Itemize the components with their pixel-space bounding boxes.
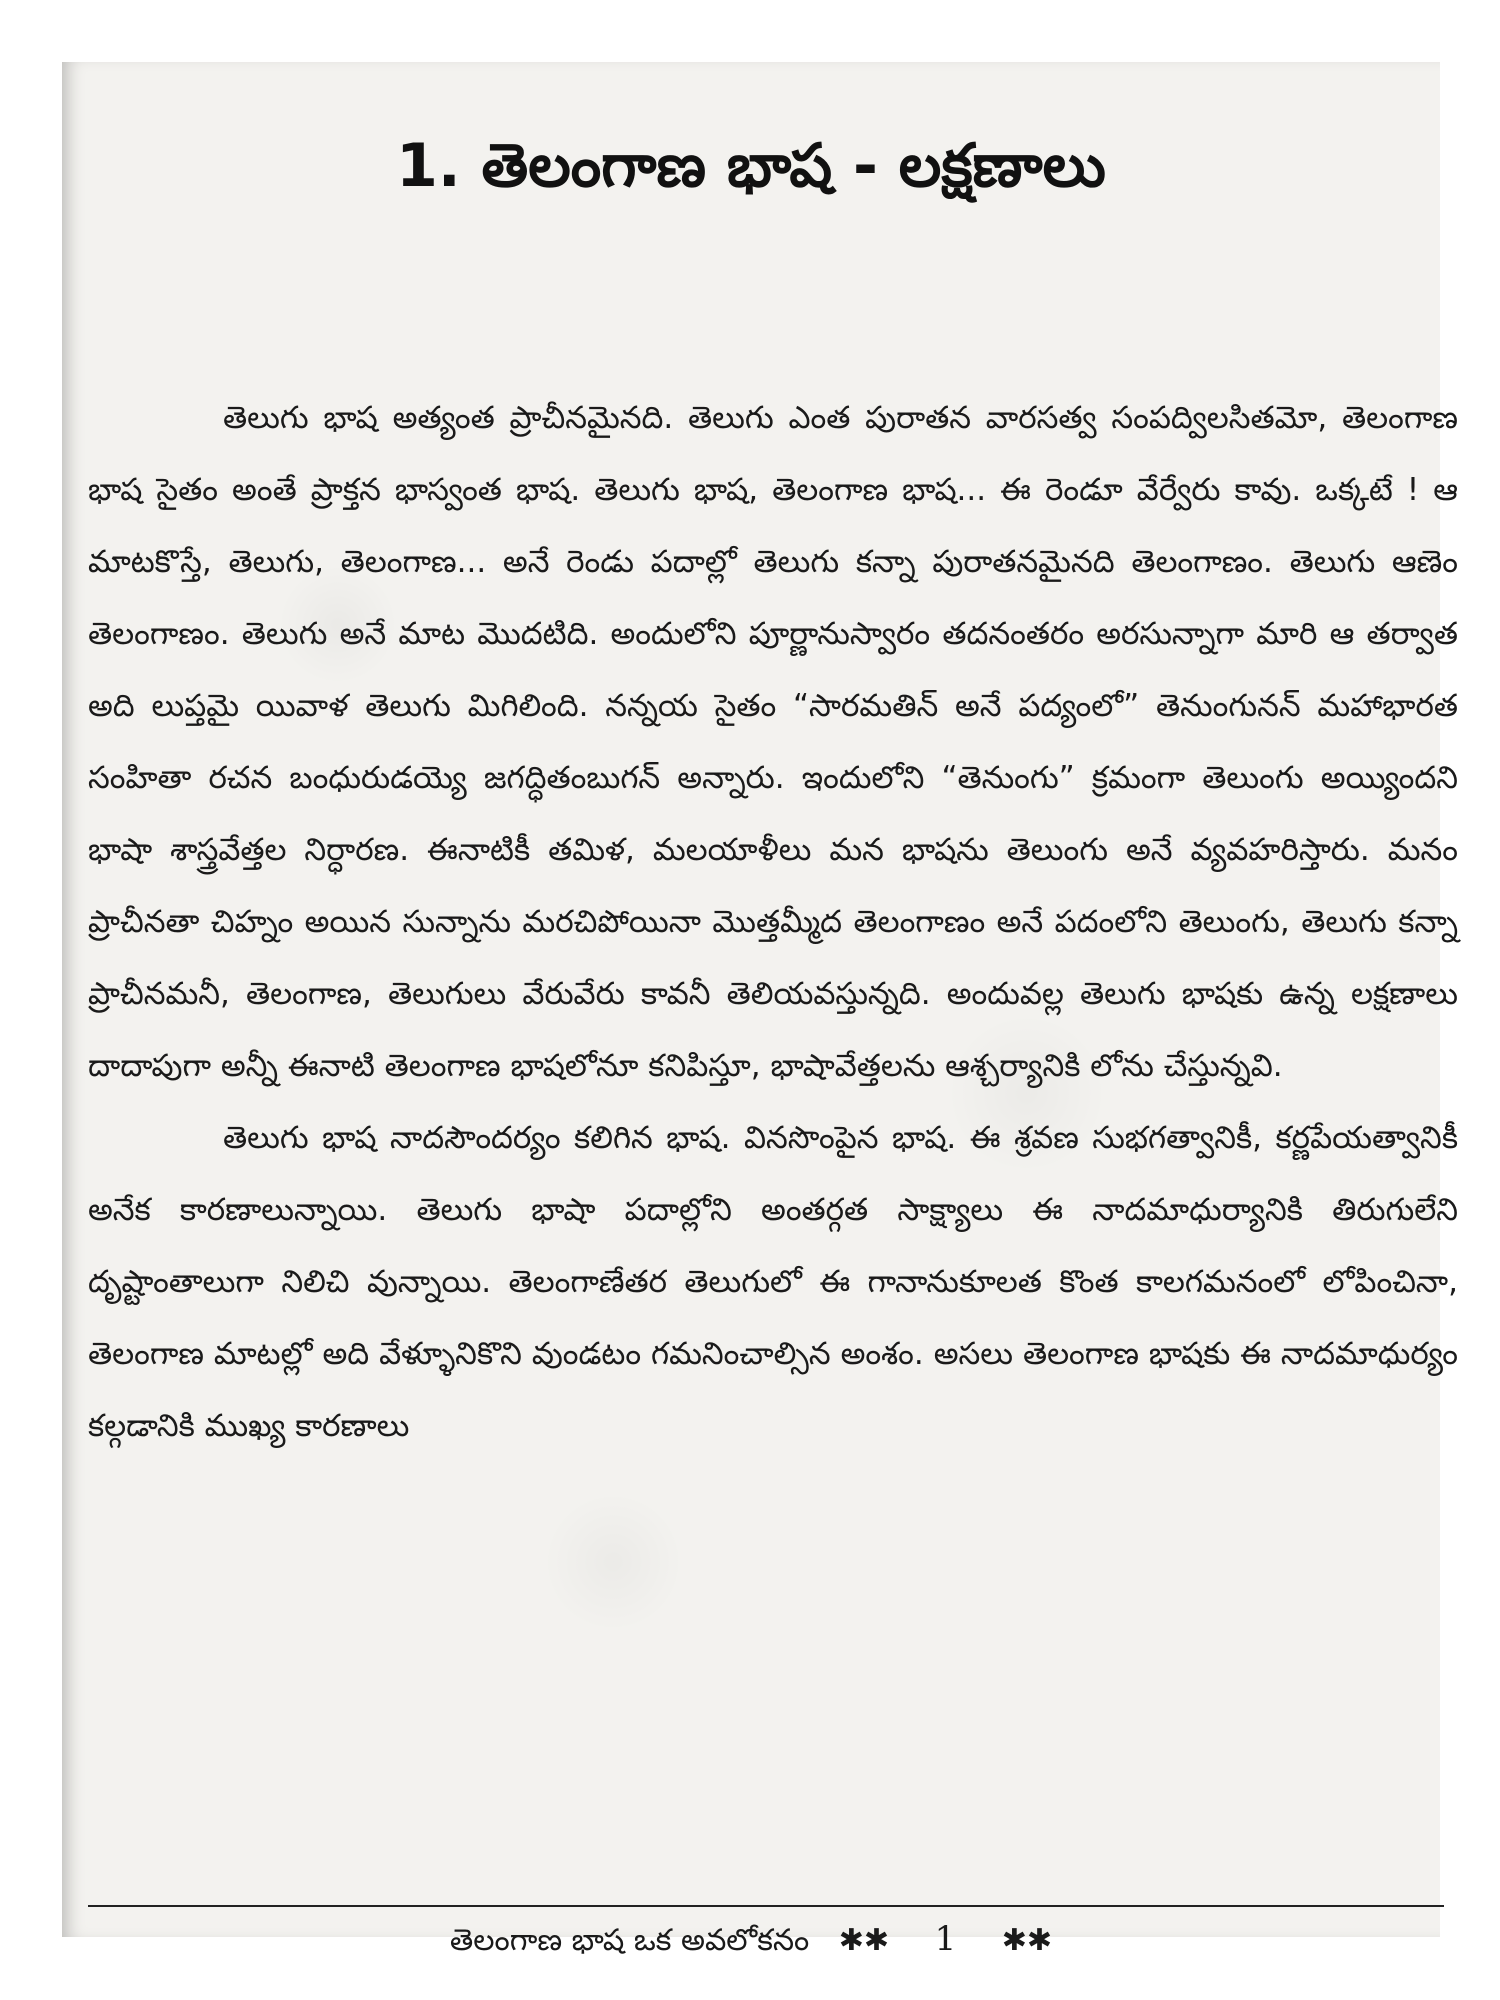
page-footer [62, 1917, 1440, 1963]
footer-book-title: తెలంగాణ భాష ఒక అవలోకనం [449, 1923, 810, 1958]
book-page [62, 62, 1458, 1959]
footer-ornament-right: ✱✱ [1001, 1923, 1053, 1958]
paragraph-2: తెలుగు భాష నాదసౌందర్యం కలిగిన భాష. వినసొంపైన భాష. ఈ శ్రవణ సుభగత్వానికీ, కర్ణపేయత్వానికీ అనేక కారణాలున్నాయి. తెలుగు భాషా పదాల్లోని అంతర్గత సాక్ష్యాలు ఈ నాదమాధుర్యానికి తిరుగులేని దృష్టాంతాలుగా నిలిచి వున్నాయి. తెలంగాణేతర తెలుగులో ఈ గానానుకూలత కొంత కాలగమనంలో లోపించినా, తెలంగాణ మాటల్లో అది వేళ్ళూనికొని వుండటం గమనించాల్సిన అంశం. అసలు తెలంగాణ భాషకు ఈ నాదమాధుర్యం కల్గడానికి ముఖ్య కారణాలు [88, 1120, 1458, 1444]
paragraph-1: తెలుగు భాష అత్యంత ప్రాచీనమైనది. తెలుగు ఎంత పురాతన వారసత్వ సంపద్విలసితమో, తెలంగాణ భాష సైతం అంతే ప్రాక్తన భాస్వంత భాష. తెలుగు భాష, తెలంగాణ భాష... ఈ రెండూ వేర్వేరు కావు. ఒక్కటే ! ఆ మాటకొస్తే, తెలుగు, తెలంగాణ... అనే రెండు పదాల్లో తెలుగు కన్నా పురాతనమైనది తెలంగాణం. తెలుగు ఆణెం తెలంగాణం. తెలుగు అనే మాట మొదటిది. అందులోని పూర్ణానుస్వారం తదనంతరం అరసున్నాగా మారి ఆ తర్వాత అది లుప్తమై యివాళ తెలుగు మిగిలింది. నన్నయ సైతం “సారమతిన్ అనే పద్యంలో” తెనుంగునన్ మహాభారత సంహితా రచన బంధురుడయ్యె జగద్ధితంబుగన్ అన్నారు. ఇందులోని “తెనుంగు” క్రమంగా తెలుంగు అయ్యిందని భాషా శాస్త్రవేత్తల నిర్ధారణ. ఈనాటికీ తమిళ, మలయాళీలు మన భాషను తెలుంగు అనే వ్యవహరిస్తారు. మనం ప్రాచీనతా చిహ్నం అయిన సున్నాను మరచిపోయినా మొత్తమ్మీద తెలంగాణం అనే పదంలోని తెలుంగు, తెలుగు కన్నా ప్రాచీనమనీ, తెలంగాణ, తెలుగులు వేరువేరు కావనీ తెలియవస్తున్నది. అందువల్ల తెలుగు భాషకు ఉన్న లక్షణాలు దాదాపుగా అన్నీ ఈనాటి తెలంగాణ భాషలోనూ కనిపిస్తూ, భాషావేత్తలను ఆశ్చర్యానికి లోను చేస్తున్నవి. [88, 400, 1458, 1084]
chapter-body [88, 382, 1458, 1462]
footer-ornament-left: ✱✱ [838, 1923, 890, 1958]
page-number: 1 [934, 1919, 957, 1959]
footer-divider [88, 1905, 1444, 1907]
chapter-title: 1. తెలంగాణ భాష - లక్షణాలు [396, 131, 1106, 201]
